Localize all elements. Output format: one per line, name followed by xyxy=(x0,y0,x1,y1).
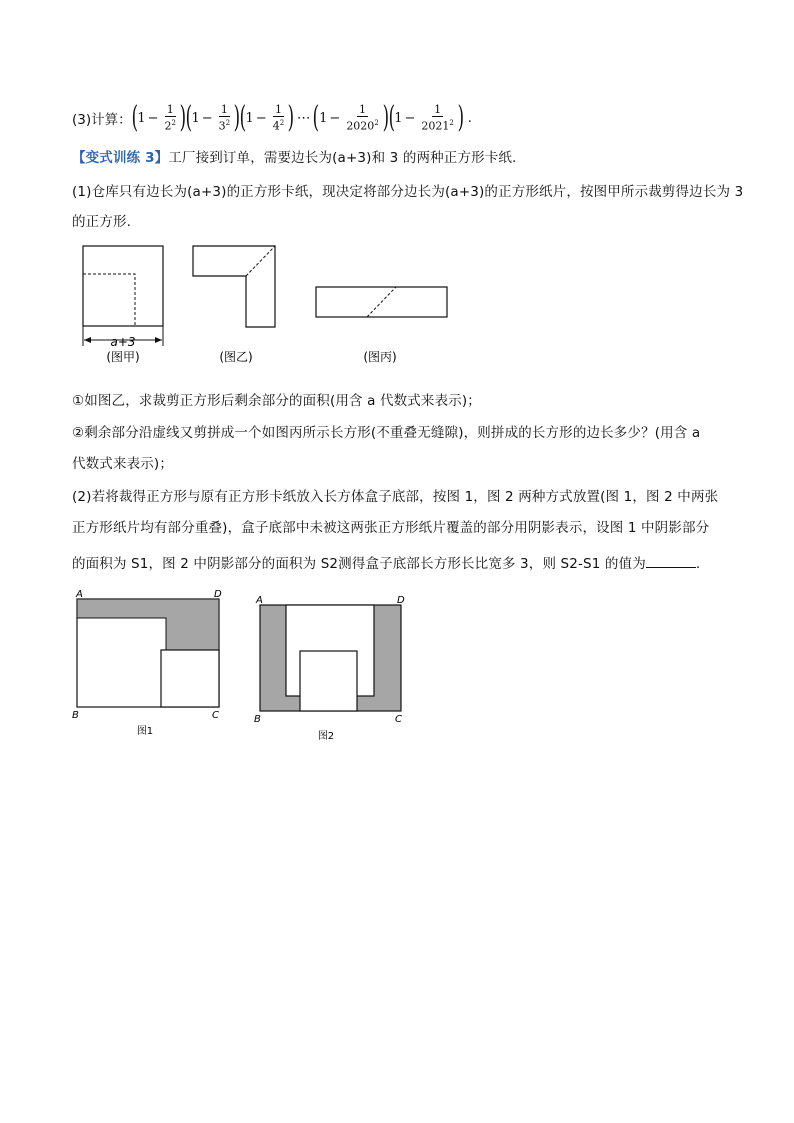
fig1-corner-a: A xyxy=(76,589,83,600)
factor-one: 1 xyxy=(245,110,254,126)
factor-fraction xyxy=(419,103,455,133)
fig2-caption: 图2 xyxy=(317,731,335,742)
paren-open: ( xyxy=(313,100,320,135)
q3-calculation xyxy=(72,98,472,138)
product-factor xyxy=(313,100,389,135)
factor-fraction xyxy=(271,103,286,133)
dimension-label: a+3 xyxy=(110,335,136,349)
answer-blank xyxy=(646,555,696,568)
fig1-caption: 图1 xyxy=(136,726,154,737)
factor-minus: − xyxy=(255,110,267,126)
p1-line1: (1)仓库只有边长为(a+3)的正方形卡纸，现决定将部分边长为(a+3)的正方形纸片，按图甲所示裁剪得边长为 3 xyxy=(72,184,744,200)
factor-fraction xyxy=(217,103,232,133)
denominator-base: 4 xyxy=(272,119,280,133)
product-factor xyxy=(239,100,295,135)
denominator-exponent: 2 xyxy=(374,119,379,128)
paren-close: ) xyxy=(382,100,389,135)
p2-line1: (2)若将裁得正方形与原有正方形卡纸放入长方体盒子底部，按图 1，图 2 两种方式放置(图 1，图 2 中两张 xyxy=(72,489,719,505)
q3-label: (3)计算： xyxy=(72,112,132,128)
ellipsis: ⋯ xyxy=(296,110,311,126)
fig1-corner-c: C xyxy=(212,710,219,721)
product-factor xyxy=(388,100,464,135)
product-factor xyxy=(185,100,241,135)
top-figures xyxy=(0,236,794,376)
p2-line3-row xyxy=(72,552,700,572)
fig2-corner-d: D xyxy=(397,595,405,606)
variant-text: 工厂接到订单，需要边长为(a+3)和 3 的两种正方形卡纸. xyxy=(168,150,517,166)
denominator-base: 2021 xyxy=(421,119,450,133)
variant-heading xyxy=(72,146,516,166)
factor-minus: − xyxy=(329,110,341,126)
fraction-numerator: 1 xyxy=(434,103,442,117)
q3-product xyxy=(131,100,464,135)
fraction-denominator xyxy=(217,117,232,133)
denominator-base: 2 xyxy=(164,119,172,133)
fraction-numerator: 1 xyxy=(166,103,174,117)
fraction-numerator: 1 xyxy=(359,103,367,117)
sub1-text: ①如图乙，求裁剪正方形后剩余部分的面积(用含 a 代数式来表示)； xyxy=(72,393,481,409)
figure-1 xyxy=(72,589,222,737)
p2-line2: 正方形纸片均有部分重叠)，盒子底部中未被这两张正方形纸片覆盖的部分用阴影表示，设图 1 中阴影部分 xyxy=(72,520,710,536)
factor-fraction xyxy=(344,103,380,133)
fig1-corner-b: B xyxy=(72,710,79,721)
fraction-denominator xyxy=(163,117,178,133)
fraction-denominator xyxy=(344,117,380,133)
fig1-shaded-region xyxy=(77,599,219,650)
p2-line3: 的面积为 S1，图 2 中阴影部分的面积为 S2测得盒子底部长方形长比宽多 3，则 S2-S1 的值为 xyxy=(72,556,646,572)
p1-line2: 的正方形. xyxy=(72,214,132,230)
fig1-corner-d: D xyxy=(214,589,222,600)
paren-close: ) xyxy=(457,100,464,135)
factor-minus: − xyxy=(404,110,416,126)
variant-title: 变式训练 3 xyxy=(85,150,155,166)
p2-end: . xyxy=(695,556,701,572)
product-factor xyxy=(131,100,187,135)
paren-open: ( xyxy=(131,100,138,135)
denominator-exponent: 2 xyxy=(449,119,454,128)
fig2-corner-a: A xyxy=(256,595,263,606)
paren-open: ( xyxy=(239,100,246,135)
paren-close: ) xyxy=(287,100,295,135)
sub2-line1: ②剩余部分沿虚线又剪拼成一个如图丙所示长方形(不重叠无缝隙)，则拼成的长方形的边长多少？(用含 a xyxy=(72,425,701,441)
factor-fraction xyxy=(163,103,178,133)
fraction-numerator: 1 xyxy=(220,103,228,117)
fraction-denominator xyxy=(271,117,286,133)
factor-minus: − xyxy=(201,110,213,126)
bracket-open: 【 xyxy=(72,150,86,166)
fig2-corner-b: B xyxy=(254,714,261,725)
fraction-denominator xyxy=(419,117,455,133)
caption-jia: (图甲) xyxy=(106,350,140,364)
bracket-close: 】 xyxy=(154,150,169,166)
q3-end: . xyxy=(467,110,472,126)
caption-yi: (图乙) xyxy=(219,350,253,364)
factor-one: 1 xyxy=(319,110,328,126)
denominator-base: 2020 xyxy=(346,119,375,133)
paren-open: ( xyxy=(388,100,395,135)
sub2-line2: 代数式来表示)； xyxy=(72,456,173,472)
factor-minus: − xyxy=(147,110,159,126)
factor-one: 1 xyxy=(191,110,200,126)
factor-one: 1 xyxy=(137,110,146,126)
bottom-figures xyxy=(0,588,794,748)
fraction-numerator: 1 xyxy=(274,103,282,117)
paren-close: ) xyxy=(179,100,187,135)
denominator-exponent: 2 xyxy=(279,119,285,128)
denominator-exponent: 2 xyxy=(225,119,231,128)
denominator-exponent: 2 xyxy=(171,119,176,128)
paren-close: ) xyxy=(233,100,241,135)
fig2-corner-c: C xyxy=(395,714,402,725)
figure-2 xyxy=(254,595,405,742)
factor-one: 1 xyxy=(394,110,403,126)
caption-bing: (图丙) xyxy=(363,350,397,364)
figure-yi xyxy=(193,246,275,364)
figure-jia xyxy=(83,246,163,364)
paren-open: ( xyxy=(185,100,192,135)
figure-bing xyxy=(316,287,447,364)
denominator-base: 3 xyxy=(218,119,226,133)
